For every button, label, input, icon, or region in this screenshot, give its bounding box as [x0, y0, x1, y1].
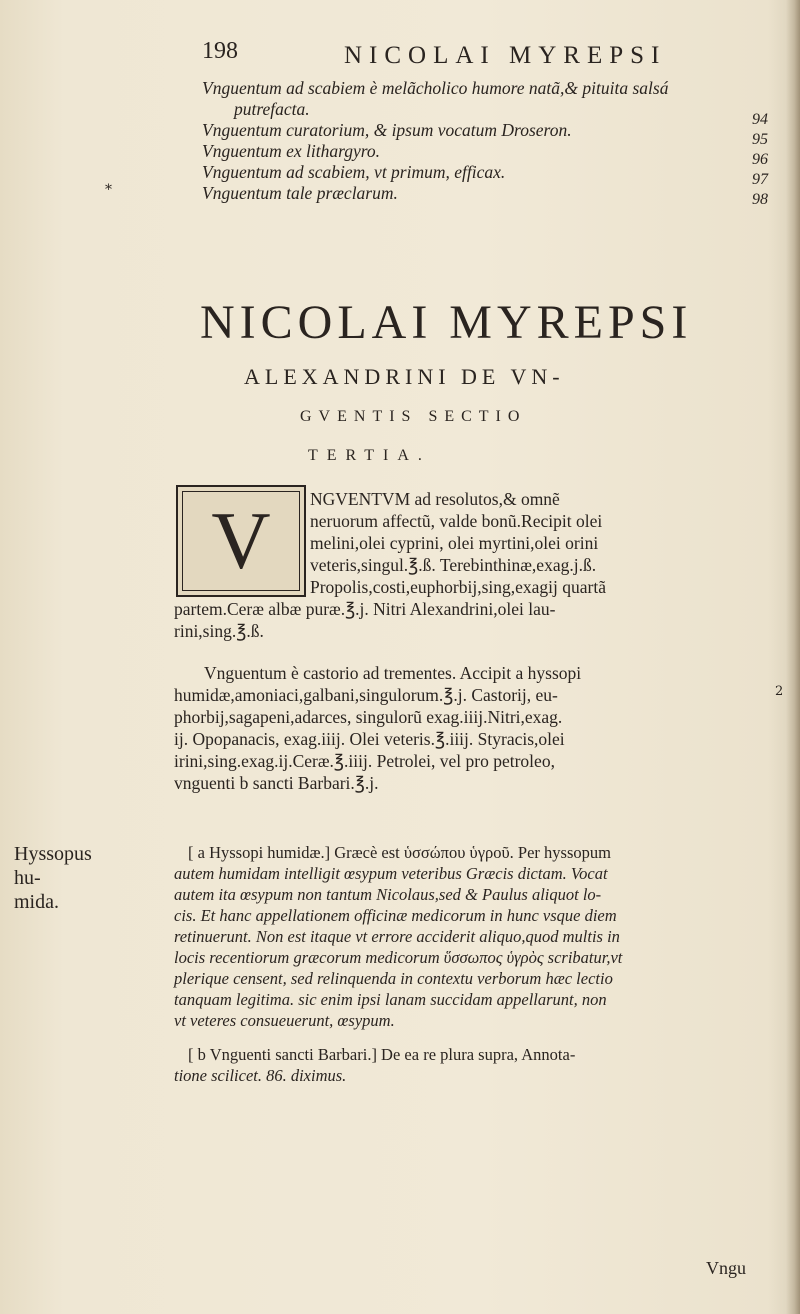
page-header [202, 38, 762, 78]
note-line: retinuerunt. Non est itaque vt errore acciderit aliquo,quod multis in [174, 927, 620, 946]
text-line: phorbij,sagapeni,adarces, singulorũ exag.iiij.Nitri,exag. [174, 707, 563, 727]
note-line: [ a Hyssopi humidæ.] Græcè est ὑσσώπου ὑγροῦ. Per hyssopum [188, 843, 611, 862]
note-line: cis. Et hanc appellationem officinæ medicorum in hunc vsque diem [174, 906, 617, 925]
toc-line: Vnguentum ad scabiem, vt primum, efficax. [202, 162, 506, 182]
toc-line: Vnguentum ex lithargyro. [202, 141, 381, 161]
margin-note [14, 842, 94, 914]
text-line: humidæ,amoniaci,galbani,singulorum.℥.j. Castorij, eu- [174, 685, 558, 705]
text-line: NGVENTVM ad resolutos,& omnẽ [310, 489, 560, 509]
paragraph-2 [174, 662, 774, 794]
running-title: NICOLAI MYREPSI [344, 42, 667, 69]
margin-note-line: Hyssopus hu- [14, 843, 92, 889]
note-line: tione scilicet. 86. diximus. [174, 1066, 347, 1085]
asterisk-mark: * [105, 182, 112, 198]
note-line: [ b Vnguenti sancti Barbari.] De ea re plura supra, Annota- [188, 1045, 576, 1064]
text-line: melini,olei cyprini, olei myrtini,olei orini [310, 533, 599, 553]
section-subtitle-3: TERTIA. [308, 447, 431, 464]
toc-number: 95 [752, 131, 768, 148]
note-line: autem humidam intelligit œsypum veteribus Græcis dictam. Vocat [174, 864, 608, 883]
annotation-a [174, 842, 774, 1031]
text-line: veteris,singul.℥.ß. Terebinthinæ,exag.j.ß. [310, 555, 597, 575]
margin-note-line: mida. [14, 891, 59, 913]
text-line: irini,sing.exag.ij.Ceræ.℥.iiij. Petrolei, vel pro petroleo, [174, 751, 555, 771]
text-line: rini,sing.℥.ß. [174, 621, 264, 641]
section-subtitle-2: GVENTIS SECTIO [300, 408, 527, 425]
toc-number: 97 [752, 171, 768, 188]
note-line: plerique censent, sed relinquenda in contextu verborum hæc lectio [174, 969, 613, 988]
margin-note-mark: 2 [775, 684, 784, 699]
initial-letter: V [211, 495, 271, 586]
contents-list [202, 78, 772, 204]
text-line: partem.Ceræ albæ puræ.℥.j. Nitri Alexandrini,olei lau- [174, 599, 556, 619]
toc-numbers [752, 110, 792, 210]
toc-number: 96 [752, 151, 768, 168]
text-line: vnguenti b sancti Barbari.℥.j. [174, 773, 379, 793]
toc-line: putrefacta. [234, 99, 310, 119]
annotation-b [174, 1044, 774, 1086]
toc-line: Vnguentum tale præclarum. [202, 183, 398, 203]
catchword: Vngu [706, 1258, 746, 1278]
toc-line: Vnguentum curatorium, & ipsum vocatum Droseron. [202, 120, 572, 140]
section-title: NICOLAI MYREPSI [200, 296, 693, 349]
paragraph-1 [174, 488, 774, 642]
note-line: locis recentiorum græcorum medicorum ὕσσωπος ὑγρὸς scribatur,vt [174, 948, 623, 967]
toc-number: 94 [752, 111, 768, 128]
toc-line: Vnguentum ad scabiem è melãcholico humore natã,& pituita salsá [202, 78, 669, 98]
text-line: Propolis,costi,euphorbij,sing,exagij quartã [310, 577, 606, 597]
text-line: ij. Opopanacis, exag.iiij. Olei veteris.℥.iiij. Styracis,olei [174, 729, 565, 749]
note-line: autem ita œsypum non tantum Nicolaus,sed & Paulus aliquot lo- [174, 885, 602, 904]
toc-number: 98 [752, 191, 768, 208]
text-line: neruorum affectũ, valde bonũ.Recipit olei [310, 511, 603, 531]
section-subtitle-1: ALEXANDRINI DE VN- [244, 364, 565, 389]
note-line: vt veteres consueuerunt, œsypum. [174, 1011, 395, 1030]
page-number: 198 [202, 38, 238, 64]
note-line: tanquam legitima. sic enim ipsi lanam succidam appellarunt, non [174, 990, 607, 1009]
text-line: Vnguentum è castorio ad trementes. Accipit a hyssopi [204, 663, 582, 683]
